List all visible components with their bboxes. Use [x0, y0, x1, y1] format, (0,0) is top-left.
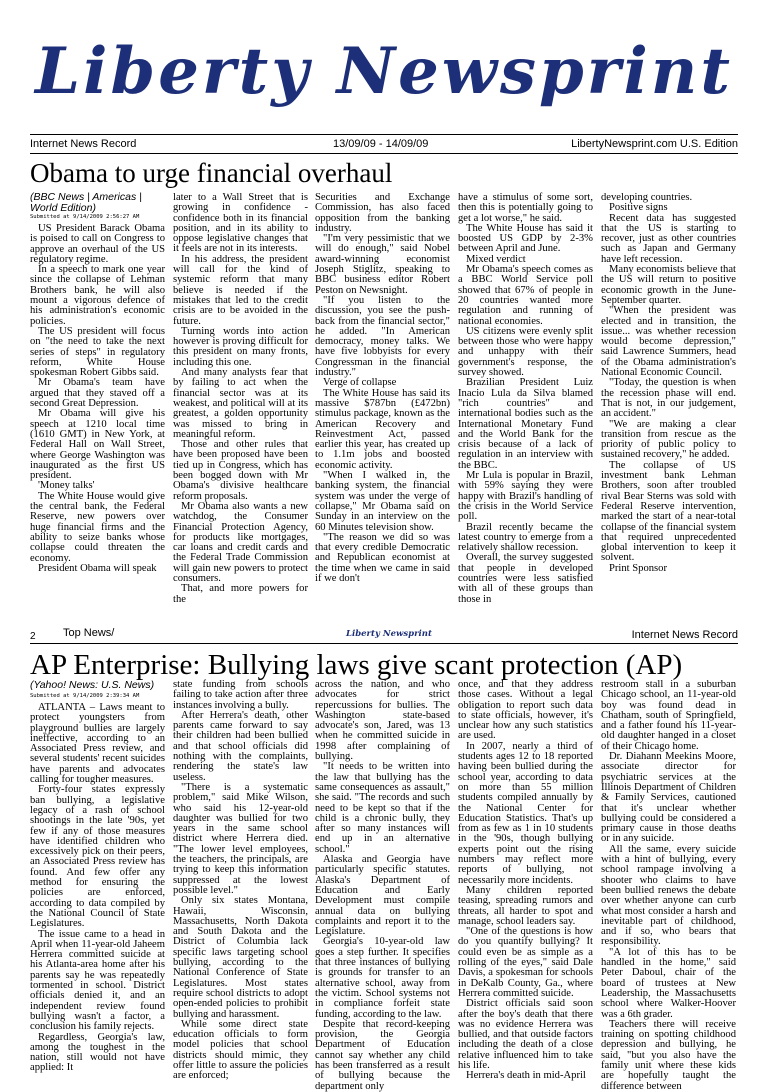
paragraph: restroom stall in a suburban Chicago school, an 11-year-old boy was found dead in Chatham, south of Springfield, and a father found his 11-year-old daughter hanged in a closet of their Chicago home.	[601, 679, 736, 752]
paragraph: The White House would give the central bank, the Federal Reserve, new powers over huge financial firms and the ability to seize banks whose collapse could threaten the economy.	[30, 490, 165, 564]
masthead-rule-bottom	[30, 153, 738, 154]
paragraph: The collapse of US investment bank Lehman Brothers, soon after troubled rival Bear Sterns was sold with Federal Reserve intervention, marked the start of a near-total collapse of the financial system that required unprecedented global intervention to keep it solvent.	[601, 459, 736, 564]
paragraph: developing countries.	[601, 192, 693, 203]
paragraph: Forty-four states expressly ban bullying, a legislative legacy of a rash of school shootings in the late '90s, yet few if any of those measures have identified children who excessively pick on their peers, an Associated Press review has found. And few offer any method for ensuring the policies are enforced, according to data compiled by the National Council of State Legislatures.	[30, 784, 165, 930]
paragraph: Teachers there will receive training on spotting childhood depression and bullying, he said, "but you also have the family unit where these kids are hopefully taught the difference between	[601, 1018, 736, 1092]
paragraph: Dr. Diahann Meekins Moore, associate director for psychiatric services at the Illinois Department of Children & Family Services, cautioned that it's unclear whether bullying could be considered a primary cause in those deaths or in any suicide.	[601, 751, 736, 845]
article1-column-4	[458, 193, 593, 618]
paragraph: Mr Obama's team have argued that they staved off a second Great Depression.	[30, 377, 165, 410]
article2-column-4	[458, 679, 593, 1082]
paragraph: "A lot of this has to be handled in the home," said Peter Daboul, chair of the board of trustees at New Leadership, the Massachusetts school where Walker-Hoover was a 6th grader.	[601, 946, 736, 1020]
info-bar-edition: LibertyNewsprint.com U.S. Edition	[571, 138, 738, 150]
paragraph: In his address, the president will call for the kind of systemic reform that many believe is needed if the mistakes that led to the credit crisis are to be avoided in the future.	[173, 253, 308, 327]
article1-column-2	[173, 193, 308, 618]
paragraph: US citizens were evenly split between those who were happy and unhappy with their government's response, the survey showed.	[458, 325, 593, 379]
page-number: 2	[30, 631, 36, 642]
paragraph: Turning words into action however is proving difficult for this president on many fronts, including this one.	[173, 325, 308, 368]
paragraph: "One of the questions is how do you quantify bullying? It could even be as simple as a rolling of the eyes," said Dale Davis, a spokesman for schools in DeKalb County, Ga., where Herrera committed suicide.	[458, 926, 593, 999]
article2-source: (Yahoo! News: U.S. News)	[30, 679, 155, 691]
paragraph: Many children reported teasing, spreading rumors and threats, all harder to spot and manage, school leaders say.	[458, 884, 593, 927]
paragraph: ATLANTA – Laws meant to protect youngsters from playground bullies are largely ineffective, according to an Associated Press review, and several students' recent suicides have parents and advocates calling for tougher measures.	[30, 702, 165, 786]
paragraph: President Obama will speak	[38, 562, 157, 574]
paragraph: Securities and Exchange Commission, has also faced opposition from the banking industry.	[315, 192, 450, 234]
paragraph: Recent data has suggested that the US is starting to recover, just as other countries such as Japan and Germany have left recession.	[601, 212, 736, 265]
info-bar-left: Internet News Record	[30, 138, 137, 150]
paragraph: state funding from schools failing to take action after three instances involving a bully.	[173, 679, 308, 711]
article1-headline: Obama to urge financial overhaul	[30, 158, 393, 188]
paragraph: The US president will focus on "the need to take the next series of steps" in regulatory reform, White House spokesman Robert Gibbs said.	[30, 325, 165, 379]
paragraph: "I'm very pessimistic that we will do enough," said Nobel award-winning economist Joseph Stiglitz, speaking to BBC business editor Robert Peston on Newsnight.	[315, 233, 450, 296]
section-label: Top News/	[63, 627, 115, 639]
paragraph: "If you listen to the discussion, you see the push-back from the financial sector," he added. "In American democracy, money talks. We have five lobbyists for every Congressman in the financial industry."	[315, 294, 450, 379]
masthead-rule-top	[30, 134, 738, 135]
footer-rule	[30, 643, 738, 644]
paragraph: Despite that record-keeping provision, the Georgia Department of Education cannot say whether any child has been transferred as a result of bullying because the department only	[315, 1018, 450, 1092]
paragraph: Mr Obama also wants a new watchdog, the Consumer Financial Protection Agency, for products like mortgages, car loans and credit cards and the Federal Trade Commission will gain new powers to protect consumers.	[173, 500, 308, 584]
article2-column-5	[601, 679, 736, 1092]
paragraph: While some direct state education officials to form model policies that school districts should mimic, they offer little to assure the policies are enforced;	[173, 1018, 308, 1082]
paragraph: All the same, every suicide with a hint of bullying, every school rampage involving a shooter who claims to have been bullied renews the debate over whether anyone can curb what most consider a harsh and inevitable part of childhood, and if so, who bears that responsibility.	[601, 843, 736, 948]
article2-submitted: Submitted at 9/14/2009 2:39:34 AM	[30, 693, 140, 699]
article1-column-1	[30, 224, 165, 618]
subheading: 'Money talks'	[38, 480, 95, 492]
paragraph: later to a Wall Street that is growing in confidence - confidence both in its financial position, and in its ability to oppose legislative changes that it feels are not in its interests.	[173, 192, 308, 255]
paragraph: In 2007, nearly a third of students ages 12 to 18 reported having been bullied during the school year, according to data on more than 55 million students compiled annually by the National Center for Education Statistics. That's up from as few as 1 in 10 students in the '90s, though bullying experts point out the rising numbers may reflect more reports of bullying, not necessarily more incidents.	[458, 740, 593, 886]
paragraph: "When the president was elected and in transition, the issue... was whether recession would become depression," said Lawrence Summers, head of the Obama administration's National Economic Council.	[601, 305, 736, 379]
paragraph: Those and other rules that have been proposed have been tied up in Congress, which has been bogged down with Mr Obama's divisive healthcare reform proposals.	[173, 439, 308, 502]
footer-record-label: Internet News Record	[631, 629, 738, 641]
paragraph: Herrera's death in mid-April	[466, 1070, 586, 1082]
paragraph: Mr Obama will give his speech at 1210 local time (1610 GMT) in New York, at Federal Hall on Wall Street, where George Washington was inaugurated as the first US president.	[30, 408, 165, 482]
paragraph: across the nation, and who advocates for strict repercussions for bullies. The Washington state-based advocate's son, Jared, was 13 when he committed suicide in 1998 after complaining of bullying.	[315, 679, 450, 763]
article2-column-3	[315, 679, 450, 1092]
paragraph: The White House has said its massive $787bn (£472bn) stimulus package, known as the American Recovery and Reinvestment Act, passed earlier this year, has created up to 1.1m jobs and boosted economic activity.	[315, 387, 450, 471]
paragraph: Regardless, Georgia's law, among the toughest in the nation, still would not have applied: It	[30, 1031, 165, 1074]
paragraph: Only six states Montana, Hawaii, Wisconsin, Massachusetts, North Dakota and South Dakota and the District of Columbia lack specific laws targeting school bullying, according to the National Conference of State Legislatures. Most states require school districts to adopt open-ended policies to prohibit bullying and harassment.	[173, 895, 308, 1020]
subheading: Verge of collapse	[323, 377, 397, 389]
page-footer	[30, 627, 738, 641]
paragraph: District officials said soon after the boy's death that there was no evidence Herrera was bullied, and that outside factors including the death of a close relative influenced him to take his life.	[458, 998, 593, 1071]
paragraph: Georgia's 10-year-old law goes a step further. It specifies that three instances of bullying is grounds for transfer to an alternative school, away from the victim. School systems not in compliance forfeit state funding, according to the law.	[315, 936, 450, 1020]
paragraph: Mr Obama's speech comes as a BBC World Service poll showed that 67% of people in 20 countries wanted more regulation and running of national economies.	[458, 264, 593, 327]
paragraph: Brazil recently became the latest country to emerge from a relatively shallow recession.	[458, 521, 593, 554]
paragraph: have a stimulus of some sort, then this is potentially going to get a lot worse," he said.	[458, 192, 593, 224]
masthead-title: Liberty Newsprint	[35, 34, 733, 109]
paragraph: The issue came to a head in April when 11-year-old Jaheem Herrera committed suicide at his Atlanta-area home after his parents say he was repeatedly tormented in school. District officials denied it, and an independent review found bullying wasn't a factor, a conclusion his family rejects.	[30, 928, 165, 1033]
paragraph: After Herrera's death, other parents came forward to say their children had been bullied and that school officials did nothing with the complaints, rendering the state's law useless.	[173, 709, 308, 783]
paragraph: Alaska and Georgia have particularly specific statutes. Alaska's Department of Education and Early Development must compile annual data on bullying complaints and report it to the Legislature.	[315, 854, 450, 938]
paragraph: "Today, the question is when the recession phase will end. That is not, in our judgement, an accident."	[601, 377, 736, 420]
paragraph: Brazilian President Luiz Inacio Lula da Silva blamed "rich countries" and international bodies such as the International Monetary Fund and the World Bank for the crisis because of a lack of regulation in an interview with the BBC.	[458, 377, 593, 471]
paragraph: "The reason we did so was that every credible Democratic and Republican economist at the time when we came in said if we don't	[315, 531, 450, 584]
print-sponsor: Print Sponsor	[609, 562, 667, 574]
article1-source: (BBC News | Americas | World Edition)	[30, 191, 142, 214]
paragraph: "When I walked in, the banking system, the financial system was under the verge of collapse," Mr Obama said on Sunday in an interview on the 60 Minutes television show.	[315, 470, 450, 533]
article1-submitted: Submitted at 9/14/2009 2:56:27 AM	[30, 214, 140, 220]
article1-column-3	[315, 193, 450, 618]
paragraph: "There is a systematic problem," said Mike Wilson, who said his 12-year-old daughter was bullied for two years in the same school district where Herrera died. "The lower level employees, the teachers, the principals, are trying to keep this information suppressed at the lowest possible level."	[173, 781, 308, 896]
paragraph: "We are making a clear transition from rescue as the priority of public policy to sustained recovery," he added.	[601, 418, 736, 461]
article2-column-1	[30, 702, 165, 1074]
paragraph: "It needs to be written into the law that bullying has the same consequences as assault," she said. "The records and such need to be kept so that if the child is a chronic bully, they after so many instances will end up in an alternative school."	[315, 761, 450, 855]
paragraph: That, and more powers for the	[173, 583, 308, 605]
footer-masthead: Liberty Newsprint	[346, 629, 432, 639]
article1-column-5	[601, 193, 736, 618]
info-bar-date: 13/09/09 - 14/09/09	[333, 138, 429, 150]
subheading: Mixed verdict	[466, 253, 526, 265]
paragraph: Overall, the survey suggested that people in developed countries were less satisfied with all of these groups than those in	[458, 552, 593, 605]
paragraph: once, and that they address those cases. Without a legal obligation to report such data to state officials, however, it's unclear how any such statistics are used.	[458, 679, 593, 742]
paragraph: Many economists believe that the US will return to positive economic growth in the June-September quarter.	[601, 264, 736, 306]
article2-headline: AP Enterprise: Bullying laws give scant protection (AP)	[30, 649, 683, 681]
paragraph: Mr Lula is popular in Brazil, with 59% saying they were happy with Brazil's handling of the crisis in the World Service poll.	[458, 470, 593, 523]
paragraph: In a speech to mark one year since the collapse of Lehman Brothers bank, he will also mount a vigorous defence of his administration's economic policies.	[30, 264, 165, 327]
paragraph: The White House has said it boosted US GDP by 2-3% between April and June.	[458, 222, 593, 255]
article2-column-2	[173, 679, 308, 1082]
paragraph: And many analysts fear that by failing to act when the financial sector was at its weakest, and political will at its greatest, a golden opportunity was missed to bring in meaningful reform.	[173, 367, 308, 440]
subheading: Positive signs	[609, 202, 668, 214]
paragraph: US President Barack Obama is poised to call on Congress to approve an overhaul of the US regulatory regime.	[30, 223, 165, 265]
